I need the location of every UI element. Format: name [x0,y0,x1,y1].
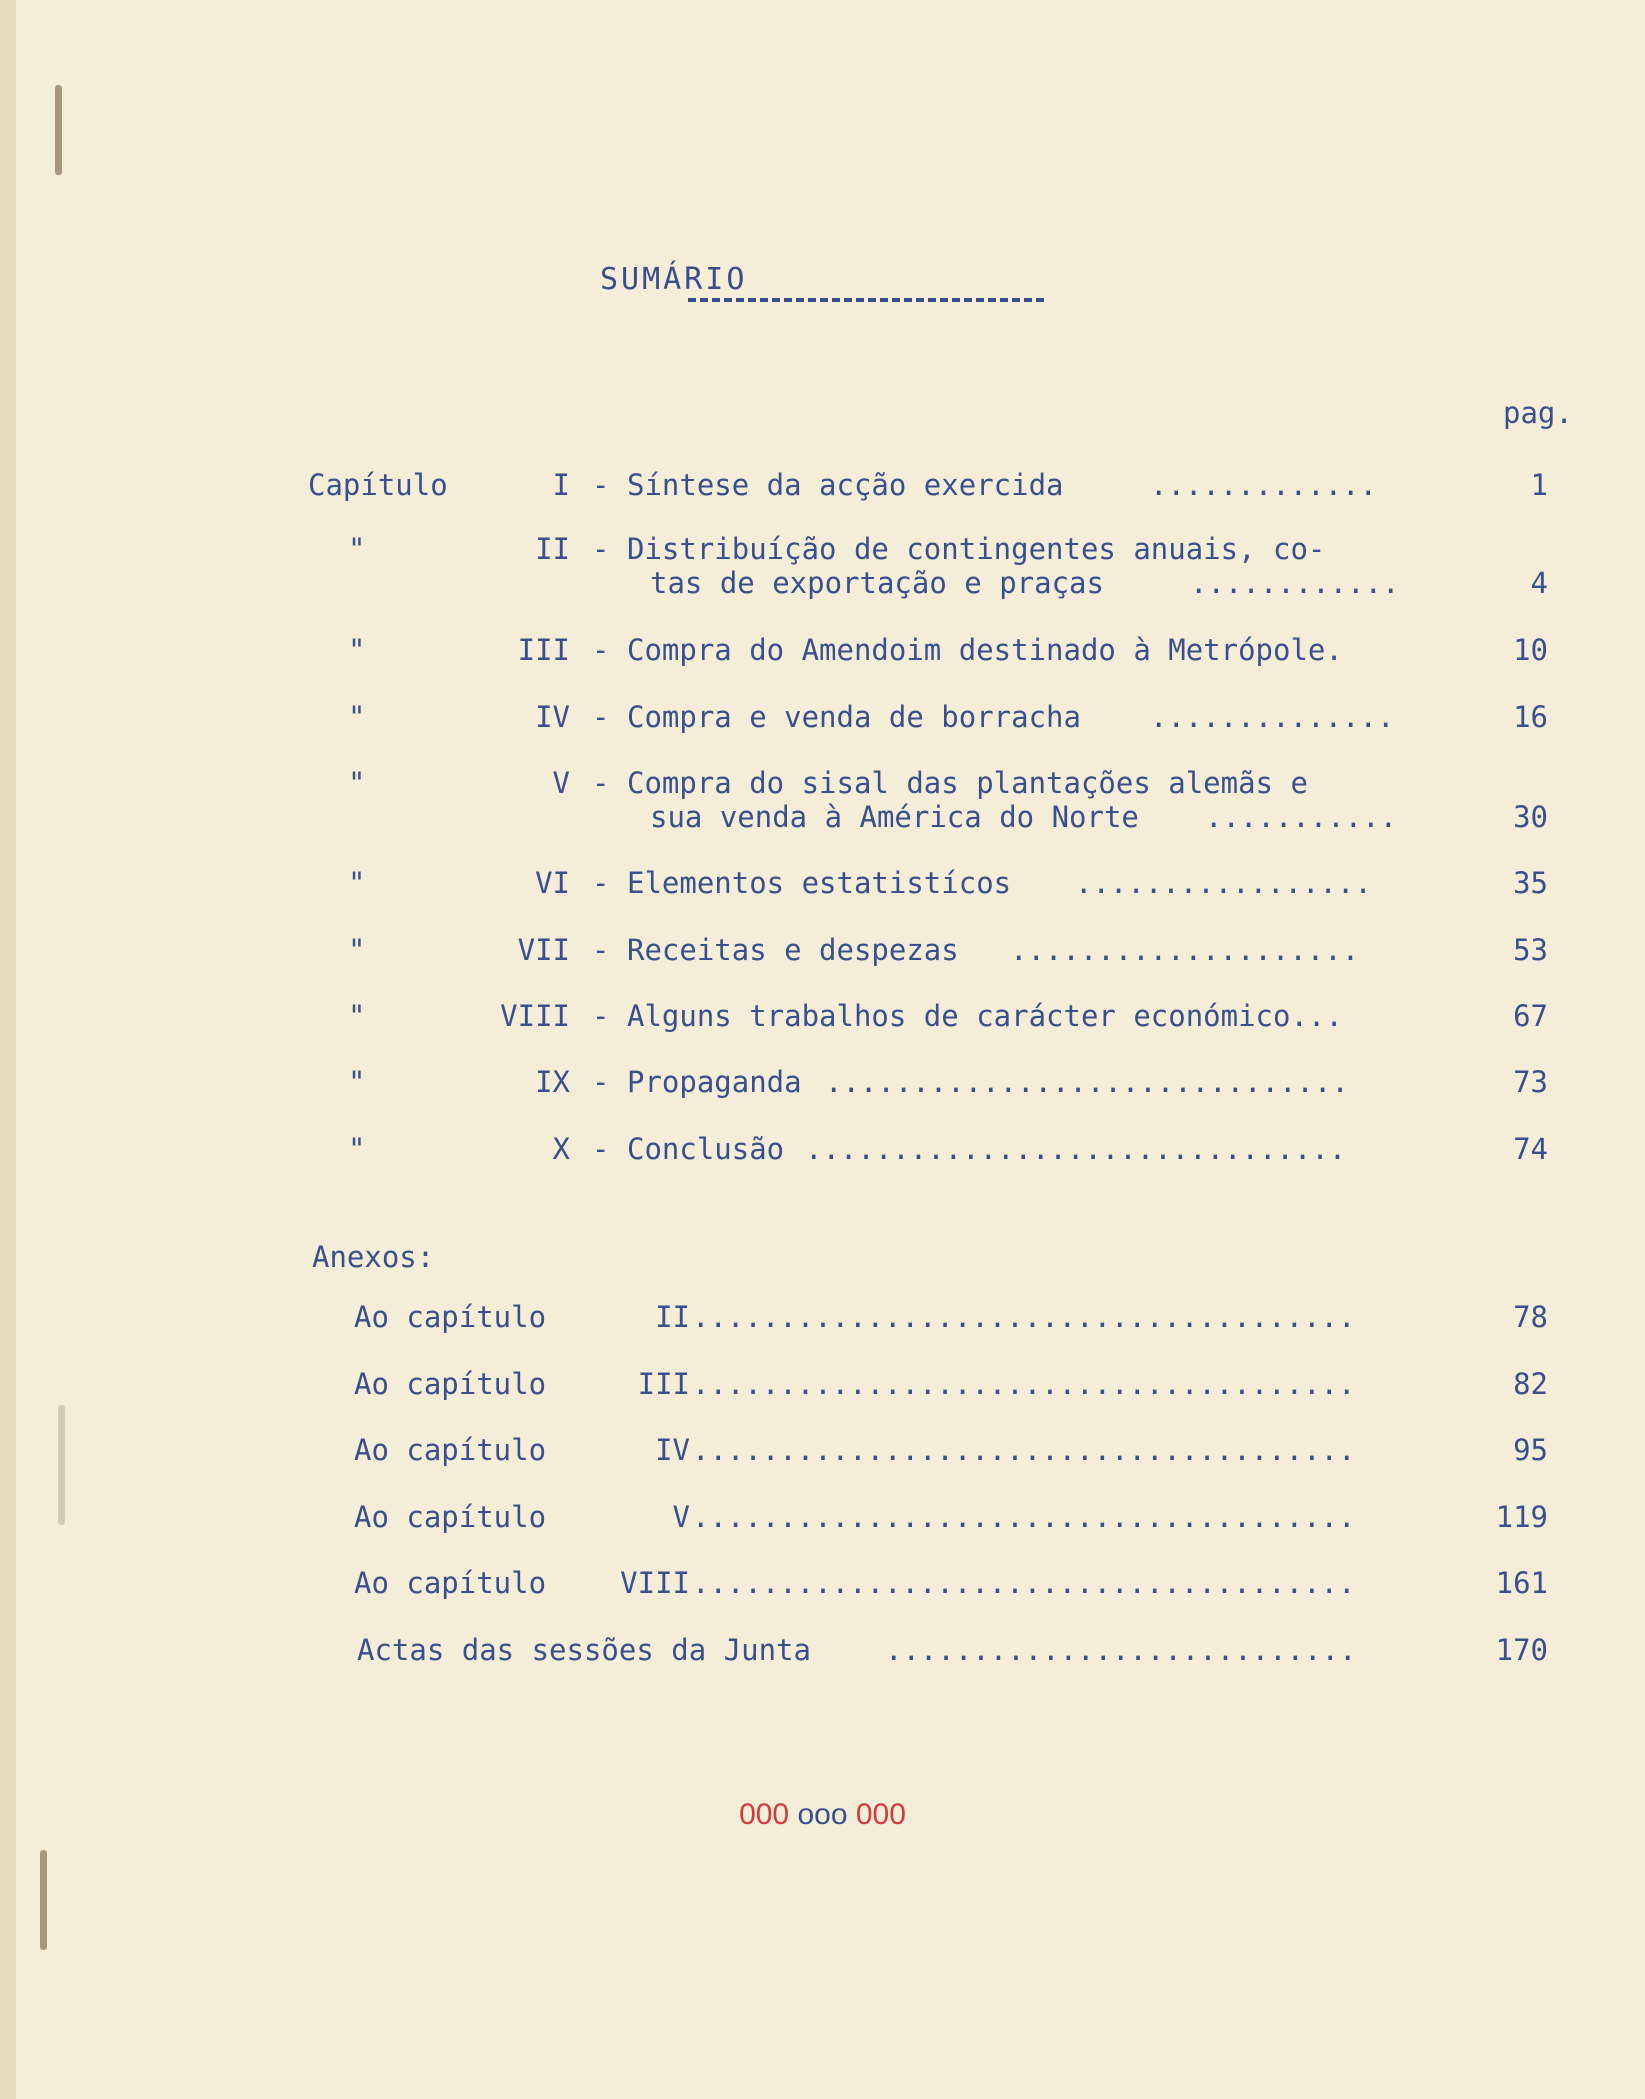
ditto-mark: " [348,933,366,967]
chapter-title: Conclusão [627,1132,785,1166]
paper-left-edge [0,0,16,2099]
chapter-number: V [552,766,570,800]
leader-dots: .................... [1010,933,1360,967]
page-number: 35 [1513,866,1548,900]
leader-dots: ............ [1190,566,1400,600]
annex-row [0,1297,1645,1337]
page-number: 4 [1530,566,1548,600]
chapter-title: Propaganda [627,1065,802,1099]
toc-row [0,1062,1645,1102]
ditto-mark: " [348,532,366,566]
chapter-title: Compra do sisal das plantações alemãs e [627,766,1308,800]
chapter-title: Receitas e despezas [627,933,959,967]
ditto-mark: " [348,1132,366,1166]
page-number: 30 [1513,800,1548,834]
page-number: 170 [1495,1633,1548,1667]
chapter-number: IX [535,1065,570,1099]
chapter-title: Distribuíção de contingentes anuais, co- [627,532,1326,566]
ditto-mark: " [348,633,366,667]
separator-dash: - [592,532,610,566]
page-number: 161 [1495,1566,1548,1600]
page-number: 73 [1513,1065,1548,1099]
separator-dash: - [592,766,610,800]
page-number: 53 [1513,933,1548,967]
page-number: 10 [1513,633,1548,667]
toc-row-continuation [0,563,1645,603]
ditto-mark: " [348,766,366,800]
document-title: SUMÁRIO [600,262,748,297]
annex-chapter: V [672,1500,690,1534]
chapter-title-continued: sua venda à América do Norte [650,800,1139,834]
staple-mark-top [55,85,62,175]
page-number: 74 [1513,1132,1548,1166]
leader-dots: ................. [1075,866,1372,900]
toc-row [0,863,1645,903]
annex-row [0,1563,1645,1603]
page-number: 82 [1513,1367,1548,1401]
chapter-number: I [552,468,570,502]
leader-dots: ...................................... [692,1500,1356,1534]
toc-row [0,930,1645,970]
annexes-heading: Anexos: [312,1240,435,1274]
page-number: 78 [1513,1300,1548,1334]
annex-row [0,1630,1645,1670]
annex-prefix: Ao capítulo [354,1300,547,1334]
separator-dash: - [592,933,610,967]
chapter-number: III [517,633,570,667]
leader-dots: ........... [1205,800,1398,834]
leader-dots: .............. [1150,700,1395,734]
chapter-number: VIII [500,999,570,1033]
footer-right-zeros: 000 [855,1798,906,1831]
toc-row [0,465,1645,505]
annex-chapter: IV [655,1433,690,1467]
chapter-number: VII [517,933,570,967]
toc-row [0,697,1645,737]
leader-dots: ...................................... [692,1566,1356,1600]
annex-chapter: III [637,1367,690,1401]
separator-dash: - [592,1065,610,1099]
annex-row [0,1430,1645,1470]
chapter-prefix: Capítulo [308,468,448,502]
separator-dash: - [592,633,610,667]
page-column-label: pag. [1503,396,1573,430]
footer-mark [0,1798,1645,1832]
ditto-mark: " [348,700,366,734]
title-underline [688,298,1044,302]
leader-dots: ........................... [885,1633,1357,1667]
toc-row [0,630,1645,670]
leader-dots: ...................................... [692,1367,1356,1401]
leader-dots: ...................................... [692,1433,1356,1467]
chapter-title-continued: tas de exportação e praças [650,566,1104,600]
page-number: 16 [1513,700,1548,734]
leader-dots: ............................... [805,1132,1347,1166]
chapter-number: IV [535,700,570,734]
separator-dash: - [592,700,610,734]
ditto-mark: " [348,1065,366,1099]
toc-row-continuation [0,797,1645,837]
annex-prefix: Ao capítulo [354,1367,547,1401]
leader-dots: .............................. [825,1065,1349,1099]
ditto-mark: " [348,866,366,900]
separator-dash: - [592,1132,610,1166]
annex-prefix: Ao capítulo [354,1566,547,1600]
annex-row [0,1364,1645,1404]
separator-dash: - [592,468,610,502]
chapter-title: Compra do Amendoim destinado à Metrópole. [627,633,1343,667]
actas-label: Actas das sessões da Junta [357,1633,811,1667]
annex-prefix: Ao capítulo [354,1500,547,1534]
ditto-mark: " [348,999,366,1033]
chapter-title: Compra e venda de borracha [627,700,1081,734]
annex-chapter: VIII [620,1566,690,1600]
chapter-number: VI [535,866,570,900]
chapter-number: II [535,532,570,566]
separator-dash: - [592,999,610,1033]
page-number: 67 [1513,999,1548,1033]
separator-dash: - [592,866,610,900]
toc-row [0,996,1645,1036]
leader-dots: ...................................... [692,1300,1356,1334]
chapter-title: Elementos estatistícos [627,866,1012,900]
annex-row [0,1497,1645,1537]
annex-chapter: II [655,1300,690,1334]
leader-dots: ............. [1150,468,1377,502]
toc-row [0,1129,1645,1169]
footer-left-zeros: 000 [739,1798,790,1831]
chapter-title: Síntese da acção exercida [627,468,1064,502]
footer-middle-os: ooo [797,1798,848,1831]
annex-prefix: Ao capítulo [354,1433,547,1467]
page-number: 95 [1513,1433,1548,1467]
chapter-title: Alguns trabalhos de carácter económico... [627,999,1343,1033]
page-number: 1 [1530,468,1548,502]
staple-mark-bottom [40,1850,47,1950]
chapter-number: X [552,1132,570,1166]
page-number: 119 [1495,1500,1548,1534]
